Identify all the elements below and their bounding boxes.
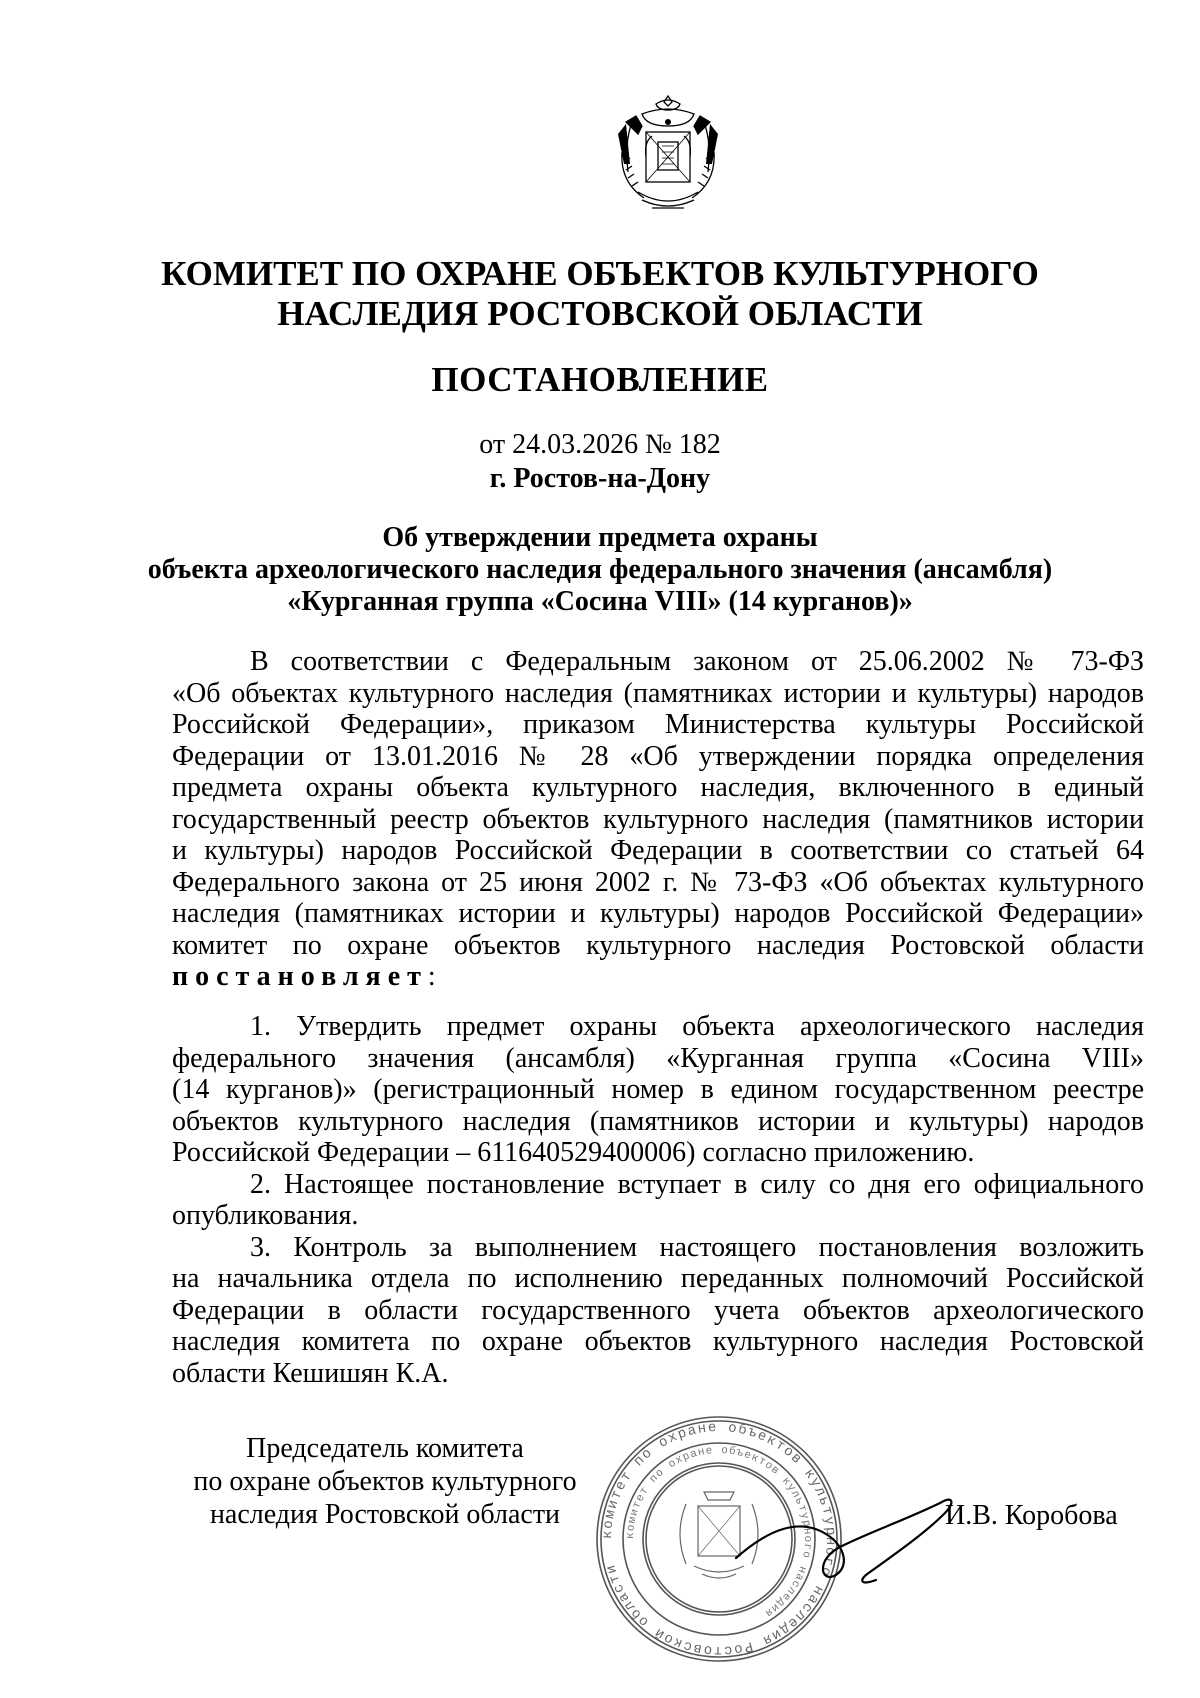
position-line: наследия Ростовской области: [209, 1499, 561, 1530]
resolves-colon: :: [427, 961, 436, 992]
org-title-line2: НАСЛЕДИЯ РОСТОВСКОЙ ОБЛАСТИ: [277, 294, 923, 333]
item-line: 1. Утвердить предмет охраны объекта археологического наследия: [250, 1011, 1144, 1042]
resolution-items: [172, 1011, 1144, 1389]
stamp-outer-text: комитет по охране объектов культурного наследия Ростовской области: [599, 1419, 839, 1659]
item-line: на начальника отдела по исполнению переданных полномочий Российской: [172, 1263, 1144, 1294]
item-line: объектов культурного наследия (памятников истории и культуры) народов: [172, 1105, 1144, 1137]
document-type-heading: ПОСТАНОВЛЕНИЕ: [431, 360, 769, 399]
position-line: по охране объектов культурного: [193, 1466, 577, 1497]
resolves-word: постановляет: [172, 961, 428, 992]
preamble-line: Федерации от 13.01.2016 № 28 «Об утверждении порядка определения: [172, 740, 1144, 772]
position-line: Председатель комитета: [246, 1433, 524, 1464]
preamble-line: и культуры) народов Российской Федерации в соответствии со статьей 64: [172, 835, 1144, 866]
subject-line: Об утверждении предмета охраны: [382, 522, 818, 553]
stamp-inner-text: комитет по охране объектов культурного наследия: [624, 1444, 814, 1620]
preamble-line: В соответствии с Федеральным законом от 25.06.2002 № 73-ФЗ: [250, 646, 1144, 677]
document-subject: [100, 522, 1100, 618]
item-line: опубликования.: [172, 1200, 359, 1231]
item-line: Федерации в области государственного учета объектов археологического: [172, 1294, 1144, 1326]
coat-of-arms-emblem: [612, 92, 724, 214]
city-line: г. Ростов-на-Дону: [489, 463, 711, 494]
preamble-line: Российской Федерации», приказом Министерства культуры Российской: [172, 709, 1144, 740]
resolves-line: [172, 961, 1144, 993]
item-line: федерального значения (ансамбля) «Курганная группа «Сосина VIII»: [172, 1042, 1144, 1074]
handwritten-signature: [730, 1488, 960, 1598]
date-and-number: от 24.03.2026 № 182: [479, 429, 721, 460]
item-line: области Кешишян К.А.: [172, 1357, 449, 1389]
preamble-paragraph: [172, 646, 1144, 993]
preamble-line: наследия (памятниках истории и культуры) народов Российской Федерации»: [172, 898, 1144, 929]
signatory-name: И.В. Коробова: [945, 1500, 1118, 1531]
item-line: (14 курганов)» (регистрационный номер в едином государственном реестре: [172, 1074, 1144, 1105]
preamble-line: государственный реестр объектов культурного наследия (памятников истории: [172, 803, 1144, 835]
preamble-line: «Об объектах культурного наследия (памятниках истории и культуры) народов: [172, 677, 1144, 709]
item-line: Российской Федерации – 611640529400006) согласно приложению.: [172, 1137, 975, 1168]
item-line: 3. Контроль за выполнением настоящего постановления возложить: [250, 1231, 1144, 1263]
preamble-line: комитет по охране объектов культурного наследия Ростовской области: [172, 929, 1144, 961]
subject-line: «Курганная группа «Сосина VIII» (14 курганов)»: [287, 586, 913, 617]
item-line: 2. Настоящее постановление вступает в силу со дня его официального: [250, 1168, 1144, 1200]
org-title-line1: КОМИТЕТ ПО ОХРАНЕ ОБЪЕКТОВ КУЛЬТУРНОГО: [161, 254, 1039, 293]
item-line: наследия комитета по охране объектов культурного наследия Ростовской: [172, 1326, 1144, 1357]
preamble-line: Федерального закона от 25 июня 2002 г. № 73-ФЗ «Об объектах культурного: [172, 866, 1144, 898]
subject-line: объекта археологического наследия федерального значения (ансамбля): [147, 554, 1053, 585]
signatory-position: [172, 1432, 598, 1531]
preamble-line: предмета охраны объекта культурного наследия, включенного в единый: [172, 772, 1144, 803]
